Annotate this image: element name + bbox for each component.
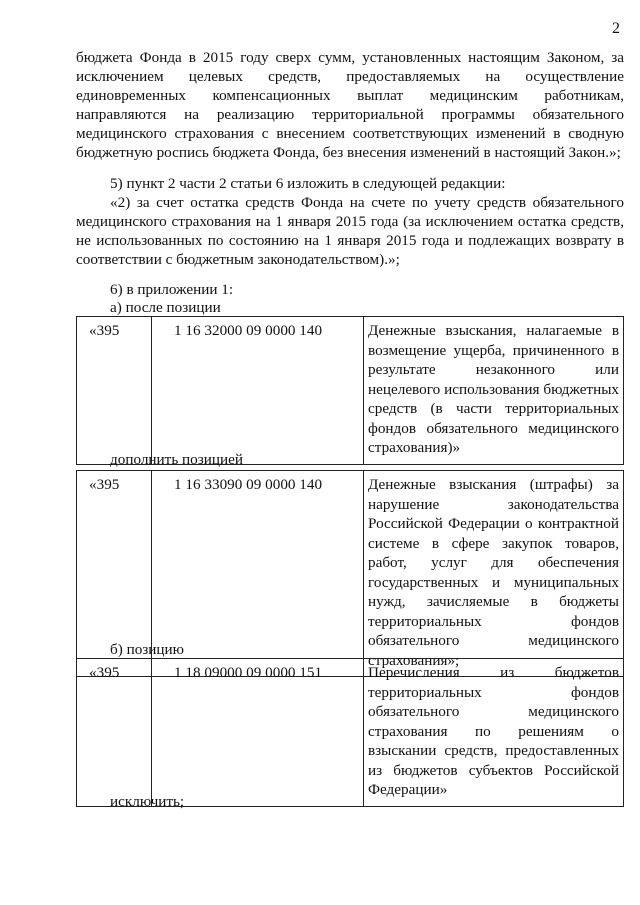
add-position-label: дополнить позицией	[110, 451, 244, 468]
intro-paragraph: бюджета Фонда в 2015 году сверх сумм, установленных настоящим Законом, за исключением целевых средств, предоставляемых на осуществление единовременных компенсационных выплат медицинским работникам, направляются на реализацию территориальной программы обязательного медицинского страхования с внесением соответствующих изменений в сводную бюджетную роспись бюджета Фонда, без внесения изменений в настоящий Закон.»;	[76, 49, 624, 161]
description-cell: Денежные взыскания, налагаемые в возмещение ущерба, причиненного в результате незаконного или нецелевого использования бюджетных средств (в части территориальных фондов обязательного медицинского страхования)»	[364, 317, 624, 465]
admin-code-cell: «395	[77, 659, 152, 807]
table-row	[77, 317, 624, 465]
item-5-heading: 5) пункт 2 части 2 статьи 6 изложить в следующей редакции:	[110, 175, 506, 192]
budget-classification-code-cell: 1 16 32000 09 0000 140	[152, 317, 364, 465]
position-table-1	[76, 316, 624, 465]
description-cell: Денежные взыскания (штрафы) за нарушение законодательства Российской Федерации о контрактной системе в сфере закупок товаров, работ, услуг для обеспечения государственных и муниципальных нужд, зачисляемые в бюджеты территориальных фондов обязательного медицинского страхования»;	[364, 471, 624, 677]
sub-item-a-label: а) после позиции	[110, 299, 221, 316]
position-table-3	[76, 658, 624, 807]
page-number: 2	[612, 20, 620, 37]
exclude-label: исключить;	[110, 793, 185, 810]
description-cell: Перечисления из бюджетов территориальных фондов обязательного медицинского страхования по решениям о взыскании средств, предоставленных из бюджетов субъектов Российской Федерации»	[364, 659, 624, 807]
admin-code-cell: «395	[77, 471, 152, 677]
sub-item-b-label: б) позицию	[110, 641, 185, 658]
budget-classification-code-cell: 1 16 33090 09 0000 140	[152, 471, 364, 677]
item-5-text: «2) за счет остатка средств Фонда на счете по учету средств обязательного медицинского страхования на 1 января 2015 года (за исключением остатка средств, не использованных по состоянию на 1 января 2015 года и подлежащих возврату в соответствии с бюджетным законодательством).»;	[76, 194, 624, 268]
admin-code-cell: «395	[77, 317, 152, 465]
table-row	[77, 659, 624, 807]
budget-classification-code-cell: 1 18 09000 09 0000 151	[152, 659, 364, 807]
item-6-heading: 6) в приложении 1:	[110, 281, 234, 298]
